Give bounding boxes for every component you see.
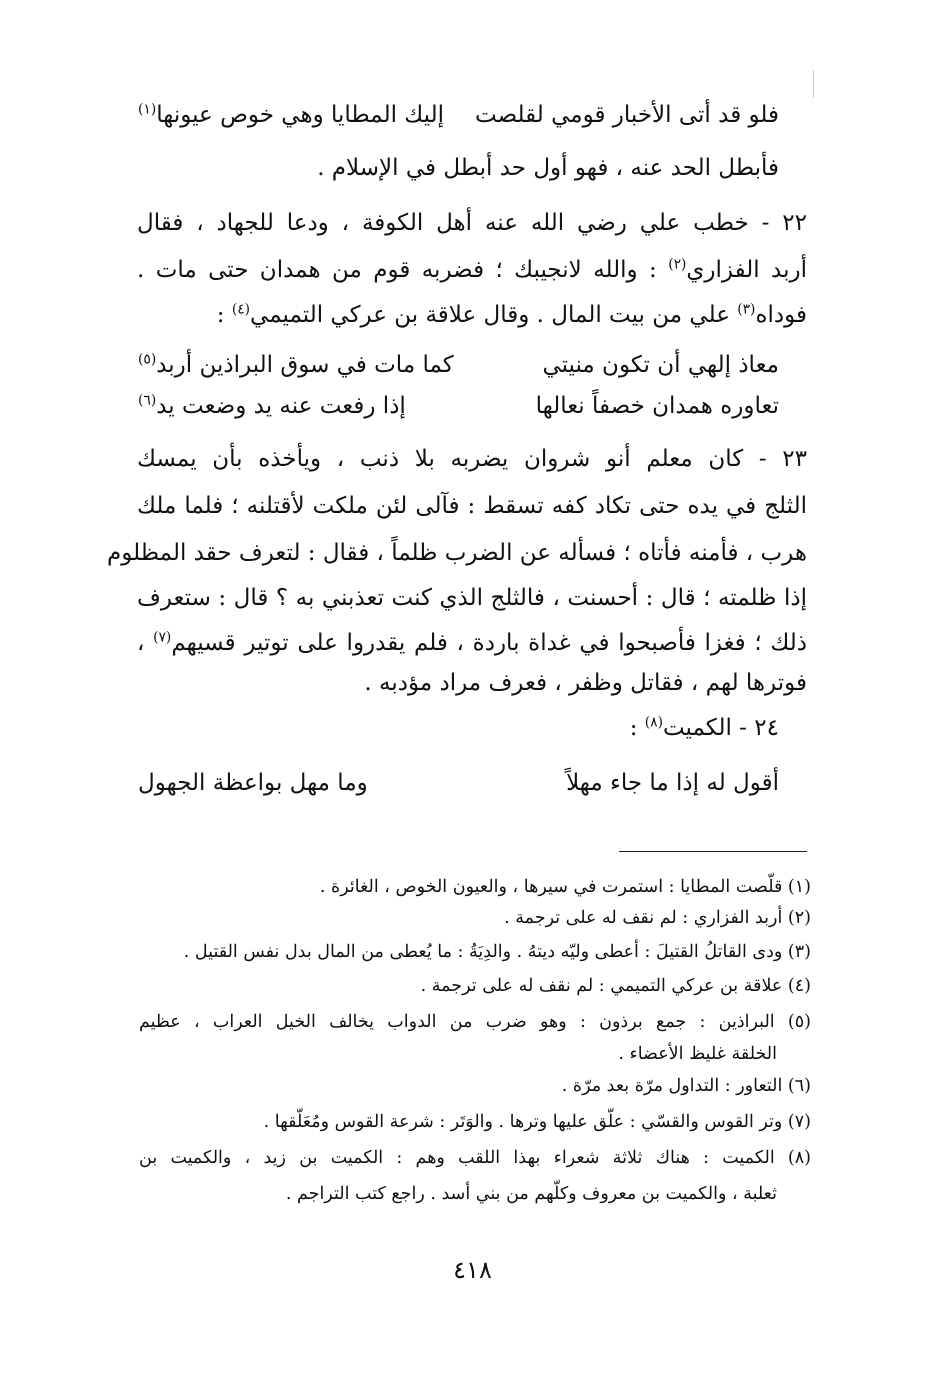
footnote-ref-7: (٧) bbox=[153, 629, 172, 646]
para-24-heading bbox=[630, 715, 779, 741]
verse-2-right-hemistich: معاذ إلهي أن تكون منيتي bbox=[542, 352, 779, 378]
footnote-8: (٨) الكميت : هناك ثلاثة شعراء بهذا اللقب وهم : الكميت بن زيد ، والكميت بن bbox=[139, 1148, 811, 1168]
para-23-line-6: فوترها لهم ، فقاتل وظفر ، فعرف مراد مؤدبه . bbox=[364, 670, 807, 696]
verse-4-right-hemistich: أقول له إذا ما جاء مهلاً bbox=[566, 770, 779, 796]
footnote-4: (٤) علاقة بن عركي التميمي : لم نقف له على ترجمة . bbox=[420, 976, 811, 996]
footnote-3: (٣) ودى القاتلُ القتيلَ : أعطى وليّه ديتهُ . والدِيَةُ : ما يُعطى من المال بدل نفس القتيل . bbox=[183, 942, 811, 962]
verse-1-left-hemistich bbox=[138, 102, 444, 128]
para-24-label: ٢٤ - الكميت bbox=[662, 715, 779, 741]
page-number: ٤١٨ bbox=[453, 1256, 492, 1284]
footnote-1: (١) قلّصت المطايا : استمرت في سيرها ، والعيون الخوص ، الغائرة . bbox=[319, 877, 811, 897]
verse-4-left-hemistich: وما مهل بواعظة الجهول bbox=[138, 770, 368, 796]
verse-1-right-hemistich: فلو قد أتى الأخبار قومي لقلصت bbox=[474, 102, 779, 128]
body-line-abtal: فأبطل الحد عنه ، فهو أول حد أبطل في الإسلام . bbox=[317, 155, 779, 181]
para-22-line-3-end: : bbox=[216, 302, 232, 328]
para-22-name: أربد الفزاري bbox=[686, 257, 807, 283]
footnote-ref-4: (٤) bbox=[231, 301, 251, 318]
verse-3-left-hemistich bbox=[138, 393, 406, 419]
verse-2-left-hemistich bbox=[138, 352, 454, 378]
footnote-5-continuation: الخلقة غليظ الأعضاء . bbox=[618, 1044, 777, 1064]
para-23-line-5-end: ، bbox=[137, 630, 154, 656]
footnote-ref-6: (٦) bbox=[138, 392, 157, 409]
para-23-line-5 bbox=[137, 630, 807, 656]
footnote-ref-3: (٣) bbox=[737, 301, 756, 318]
para-22-line-3 bbox=[217, 302, 807, 328]
para-23-line-3: هرب ، فأمنه فأتاه ؛ فسأله عن الضرب ظلماً ، فقال : لتعرف حقد المظلوم bbox=[107, 540, 807, 566]
verse-1-left-text: إليك المطايا وهي خوص عيونها bbox=[156, 102, 445, 128]
para-22-line-1: ٢٢ - خطب علي رضي الله عنه أهل الكوفة ، ودعا للجهاد ، فقال bbox=[137, 210, 807, 236]
para-23-line-2: الثلج في يده حتى تكاد كفه تسقط : فآلى لئن ملكت لأقتلنه ؛ فلما ملك bbox=[137, 493, 807, 519]
verse-2-left-text: كما مات في سوق البراذين أربد bbox=[156, 352, 454, 378]
verse-3-left-text: إذا رفعت عنه يد وضعت يد bbox=[156, 393, 406, 419]
verse-3-right-hemistich: تعاوره همدان خصفاً نعالها bbox=[535, 393, 779, 419]
para-22-line-3-start: فوداه bbox=[755, 302, 807, 328]
para-22-line-3-mid: علي من بيت المال . وقال علاقة بن عركي التميمي bbox=[250, 302, 738, 328]
page-edge-mark bbox=[813, 70, 814, 98]
footnote-7: (٧) وتر القوس والقسّي : علّق عليها وترها . والوَتَر : شرعة القوس ومُعَلّقها . bbox=[263, 1112, 811, 1132]
footnote-ref-5: (٥) bbox=[138, 351, 157, 368]
para-23-line-1: ٢٣ - كان معلم أنو شروان يضربه بلا ذنب ، ويأخذه بأن يمسك bbox=[137, 446, 807, 472]
para-23-line-5-text: ذلك ؛ فغزا فأصبحوا في غداة باردة ، فلم يقدروا على توتير قسيهم bbox=[171, 630, 807, 656]
para-24-colon: : bbox=[629, 715, 645, 741]
footnote-ref-8: (٨) bbox=[644, 714, 663, 731]
footnote-ref-2: (٢) bbox=[668, 256, 687, 273]
para-23-line-4: إذا ظلمته ؛ قال : أحسنت ، فالثلج الذي كنت تعذبني به ؟ قال : ستعرف bbox=[137, 585, 807, 611]
footnote-8-continuation: ثعلبة ، والكميت بن معروف وكلّهم من بني أسد . راجع كتب التراجم . bbox=[285, 1184, 777, 1204]
footnote-6: (٦) التعاور : التداول مرّة بعد مرّة . bbox=[561, 1076, 811, 1096]
footnote-ref-1: (١) bbox=[138, 101, 157, 118]
para-22-line-2-text: : والله لانجيبك ؛ فضربه قوم من همدان حتى مات . bbox=[137, 257, 669, 283]
footnote-5: (٥) البراذين : جمع برذون : وهو ضرب من الدواب يخالف الخيل العراب ، عظيم bbox=[139, 1012, 811, 1032]
footnote-separator bbox=[619, 851, 807, 852]
footnote-2: (٢) أربد الفزاري : لم نقف له على ترجمة . bbox=[504, 908, 811, 928]
para-22-line-2 bbox=[137, 257, 807, 283]
